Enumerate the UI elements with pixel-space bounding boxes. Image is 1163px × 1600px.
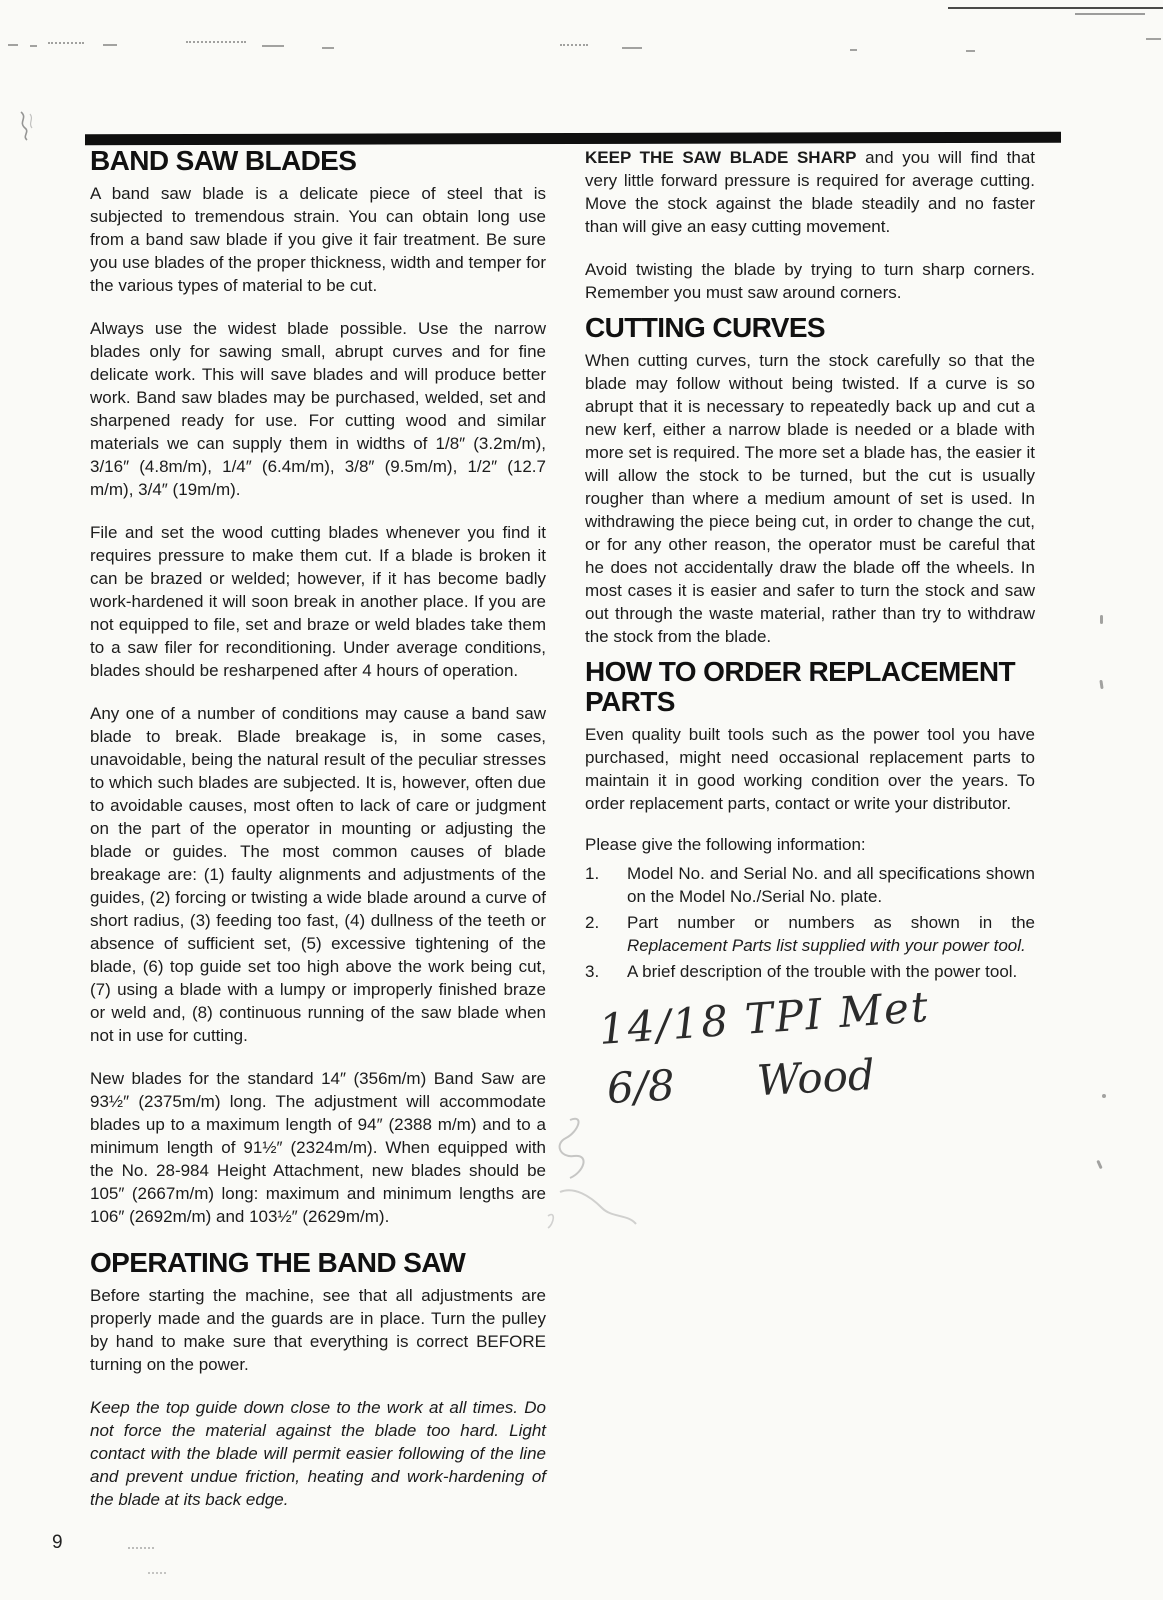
bold-lead-keep-sharp: KEEP THE SAW BLADE SHARP <box>585 148 857 167</box>
list-item-text: A brief description of the trouble with the power tool. <box>627 961 1018 981</box>
paragraph-blade-breakage: Any one of a number of conditions may cause a band saw blade to break. Blade breakage is, in some cases, unavoidable, being the natural result of the peculiar stresses to which such blades are subjected. It is, however, often due to avoidable causes, most often to lack of care or judgment on the part of the operator in mounting or adjusting the blade or guides. The most common causes of blade breakage are: (1) faulty alignments and adjustments of the guides, (2) forcing or twisting a wide blade around a curve of short radius, (3) feeding too fast, (4) dullness of the teeth or absence of sufficient set, (5) excessive tightening of the blade, (6) top guide set too high above the work being cut, (7) using a blade with a lumpy or improperly finished braze or weld and, (8) continuous running of the saw blade when not in use for cutting. <box>90 703 546 1045</box>
scan-artifact <box>128 1547 154 1549</box>
page-number: 9 <box>52 1532 63 1553</box>
list-item-number: 2. <box>585 912 600 932</box>
handwritten-fraction: 6/8 <box>605 1060 676 1113</box>
scan-artifact <box>48 42 84 44</box>
scan-artifact <box>322 47 334 49</box>
paragraph-keep-blade-sharp <box>585 146 1035 238</box>
paragraph-top-guide: Keep the top guide down close to the work at all times. Do not force the material against the blade too hard. Light contact with the blade will permit easier following of the line and prevent undue friction, heating and work-hardening of the blade at its back edge. <box>90 1397 546 1509</box>
scan-artifact <box>560 44 588 46</box>
handwritten-note-tpi-metal: 14/18 TPI Met <box>597 981 932 1054</box>
handwritten-note-wood <box>606 1050 876 1113</box>
scan-artifact <box>1096 1160 1102 1169</box>
scan-artifact <box>1075 13 1145 15</box>
paragraph-intro: A band saw blade is a delicate piece of steel that is subjected to tremendous strain. You can obtain long use from a band saw blade if you give it fair treatment. Be sure you use blades of the proper thickness, width and temper for the various types of material to be cut. <box>90 183 546 295</box>
scan-artifact <box>850 49 857 51</box>
scan-artifact <box>30 45 37 47</box>
scan-artifact <box>1099 680 1103 689</box>
heading-band-saw-blades: BAND SAW BLADES <box>90 145 357 176</box>
list-intro: Please give the following information: <box>585 834 866 854</box>
scan-artifact <box>948 7 1163 9</box>
scan-artifact <box>966 50 975 52</box>
paragraph-order-parts: Even quality built tools such as the power tool you have purchased, might need occasional replacement parts to maintain it in good working condition over the years. To order replacement parts, contact or write your distributor. <box>585 724 1035 813</box>
paragraph-cutting-curves: When cutting curves, turn the stock carefully so that the blade may follow without being twisted. If a curve is so abrupt that it is necessary to repeatedly back up and cut a new kerf, either a narrow blade is needed or a blade with more set is required. The more set a blade has, the easier it will allow the stock to be turned, but the cut is usually rougher than where a medium amount of set is used. In withdrawing the piece being cut, in order to change the cut, or for any other reason, the operator must be careful that he does not accidentally draw the blade off the wheels. In most cases it is easier and safer to turn the stock and saw out through the waste material, rather than try to withdraw the stock from the blade. <box>585 350 1035 646</box>
list-item-2 <box>585 911 1035 957</box>
paragraph-keep-sharp-rest: and you will find that very little forward pressure is required for average cutting. Move the stock against the blade steadily and no faster than will give an easy cutting movement. <box>585 148 1036 236</box>
list-item-number: 1. <box>585 863 600 883</box>
scan-artifact <box>1100 615 1103 624</box>
list-item-1 <box>585 862 1035 908</box>
scan-artifact <box>1102 1094 1106 1098</box>
scan-artifact <box>262 45 284 47</box>
pencil-scribble-artifact <box>540 1112 650 1242</box>
list-item-number: 3. <box>585 961 600 981</box>
paragraph-widest-blade: Always use the widest blade possible. Use the narrow blades only for sawing small, abrupt curves and for fine delicate work. This will save blades and will produce better work. Band saw blades may be purchased, welded, set and sharpened ready for use. For cutting wood and similar materials we can supply them in widths of 1/8″ (3.2m/m), 3/16″ (4.8m/m), 1/4″ (6.4m/m), 3/8″ (9.5m/m), 1/2″ (12.7 m/m), 3/4″ (19m/m). <box>90 318 546 499</box>
margin-squiggle-artifact <box>16 110 38 142</box>
scan-artifact <box>186 41 246 43</box>
scan-artifact <box>622 47 642 49</box>
heading-cutting-curves: CUTTING CURVES <box>585 312 825 343</box>
paragraph-avoid-twisting: Avoid twisting the blade by trying to turn sharp corners. Remember you must saw around corners. <box>585 260 1035 302</box>
scan-artifact <box>103 44 117 46</box>
header-rule <box>85 132 1061 146</box>
scan-artifact <box>148 1572 166 1574</box>
list-item-text: Part number or numbers as shown in the Replacement Parts list supplied with your power tool. <box>627 912 1035 955</box>
handwritten-word: Wood <box>755 1049 876 1105</box>
paragraph-file-and-set: File and set the wood cutting blades whenever you find it requires pressure to make them cut. If a blade is broken it can be brazed or welded; however, if it has become badly work-hardened it will soon break in another place. If you are not equipped to file, set and braze or weld blades take them to a saw filer for reconditioning. Under average conditions, blades should be resharpened after 4 hours of operation. <box>90 522 546 680</box>
paragraph-before-starting: Before starting the machine, see that all adjustments are properly made and the guards are in place. Turn the pulley by hand to make sure that everything is correct BEFORE turning on the power. <box>90 1285 546 1374</box>
scan-artifact <box>1146 38 1161 40</box>
left-column <box>90 146 546 1531</box>
heading-operating-band-saw: OPERATING THE BAND SAW <box>90 1246 466 1278</box>
heading-order-replacement-parts: HOW TO ORDER REPLACEMENT PARTS <box>585 655 1015 717</box>
scan-artifact <box>8 44 18 46</box>
right-column <box>585 146 1035 1113</box>
list-item-text: Model No. and Serial No. and all specifications shown on the Model No./Serial No. plate. <box>627 863 1035 906</box>
paragraph-new-blades: New blades for the standard 14″ (356m/m) Band Saw are 93½″ (2375m/m) long. The adjustment will accommodate blades up to a maximum length of 94″ (2388 m/m) and to a minimum length of 91½″ (2324m/m). When equipped with the No. 28-984 Height Attachment, new blades should be 105″ (2667m/m) long: maximum and minimum lengths are 106″ (2692m/m) and 103½″ (2629m/m). <box>90 1068 546 1226</box>
